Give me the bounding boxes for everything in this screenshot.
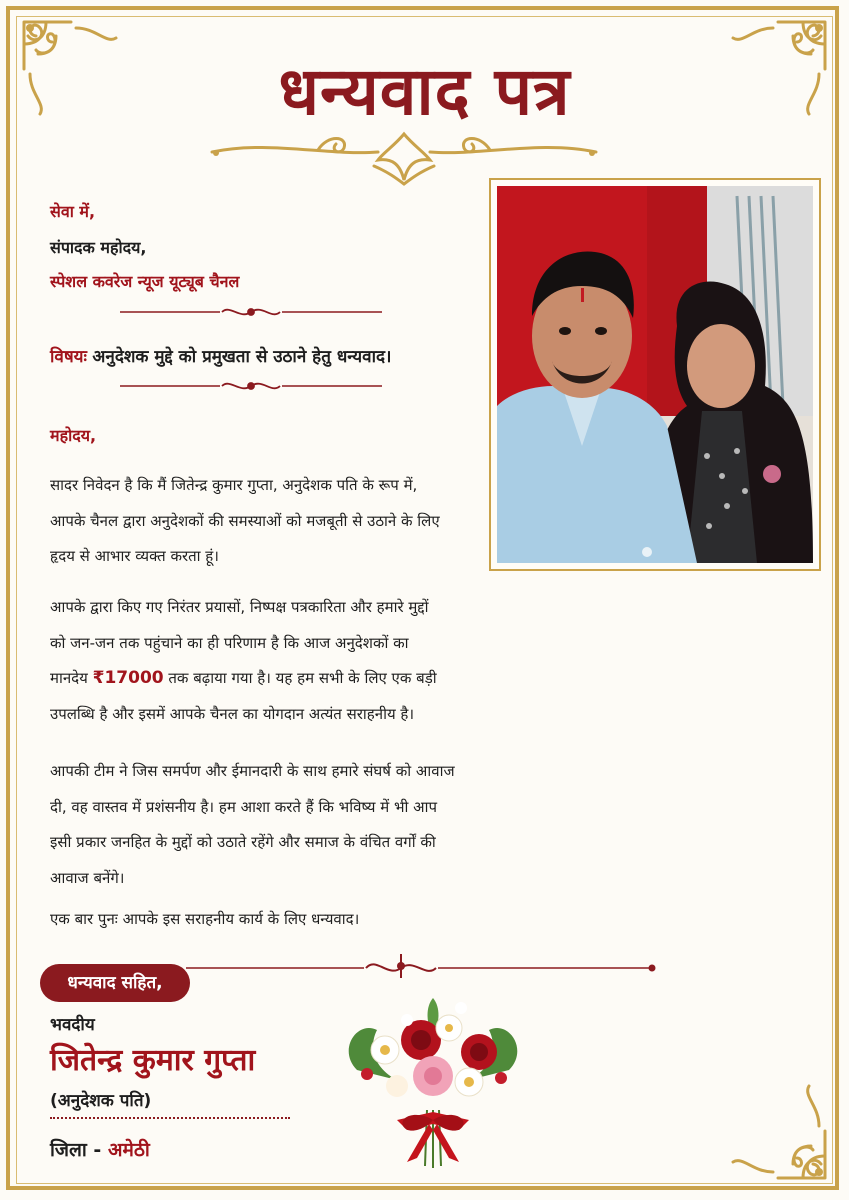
subject-label: विषयः xyxy=(50,347,87,367)
paragraph-line: दी, वह वास्तव में प्रशंसनीय है। हम आशा करते हैं कि भविष्य में भी आप xyxy=(50,797,438,816)
channel-name: स्पेशल कवरेज न्यूज यूट्यूब चैनल xyxy=(50,272,240,291)
greeting: महोदय, xyxy=(50,426,97,445)
paragraph-2 xyxy=(50,590,437,732)
paragraph-line: सादर निवेदन है कि मैं जितेन्द्र कुमार गुप्ता, अनुदेशक पति के रूप में, xyxy=(50,476,418,494)
paragraph-line: इसी प्रकार जनहित के मुद्दों को उठाते रहेंगे और समाज के वंचित वर्गों की xyxy=(50,833,436,851)
paragraph-4: एक बार पुनः आपके इस सराहनीय कार्य के लिए धन्यवाद। xyxy=(50,910,360,928)
closing-badge: धन्यवाद सहित, xyxy=(40,964,190,1002)
paragraph-text: तक बढ़ाया गया है। यह हम सभी के लिए एक बड़ी xyxy=(163,669,437,687)
divider-ornament-icon xyxy=(120,304,382,320)
paragraph-line: हृदय से आभार व्यक्त करता हूं। xyxy=(50,547,219,565)
paragraph-1 xyxy=(50,468,440,575)
photo-frame xyxy=(489,178,821,571)
district-line xyxy=(50,1136,150,1162)
paragraph-line xyxy=(50,661,437,697)
signatory-name: जितेन्द्र कुमार गुप्ता xyxy=(50,1043,256,1078)
paragraph-line: आपकी टीम ने जिस समर्पण और ईमानदारी के साथ हमारे संघर्ष को आवाज xyxy=(50,762,455,780)
dotted-divider xyxy=(50,1117,290,1119)
signatory-role: (अनुदेशक पति) xyxy=(50,1091,152,1111)
closing-divider-icon xyxy=(186,952,656,980)
salutation-editor: संपादक महोदय, xyxy=(50,238,147,257)
paragraph-line: को जन-जन तक पहुंचाने का ही परिणाम है कि आज अनुदेशकों का xyxy=(50,633,409,652)
paragraph-line: आपके चैनल द्वारा अनुदेशकों की समस्याओं को मजबूती से उठाने के लिए xyxy=(50,511,440,530)
paragraph-line: उपलब्धि है और इसमें आपके चैनल का योगदान अत्यंत सराहनीय है। xyxy=(50,704,415,723)
salutation-to: सेवा में, xyxy=(50,202,96,221)
amount-highlight: ₹17000 xyxy=(92,668,164,688)
page-title: धन्यवाद पत्र xyxy=(278,53,571,130)
paragraph-line: आवाज बनेंगे। xyxy=(50,868,125,887)
paragraph-3 xyxy=(50,754,455,896)
subject-text: अनुदेशक मुद्दे को प्रमुखता से उठाने हेतु धन्यवाद। xyxy=(92,347,392,367)
yours-faithfully: भवदीय xyxy=(50,1015,95,1035)
flower-bouquet-icon xyxy=(337,990,529,1170)
subject-line xyxy=(50,344,391,367)
paragraph-line: आपके द्वारा किए गए निरंतर प्रयासों, निष्पक्ष पत्रकारिता और हमारे मुद्दों xyxy=(50,598,429,616)
district-name: अमेठी xyxy=(107,1139,150,1161)
corner-ornament-icon xyxy=(723,1076,833,1186)
couple-photo xyxy=(497,186,813,563)
paragraph-text: मानदेय xyxy=(50,669,93,687)
divider-ornament-icon xyxy=(120,378,382,394)
district-label: जिला - xyxy=(50,1139,108,1161)
